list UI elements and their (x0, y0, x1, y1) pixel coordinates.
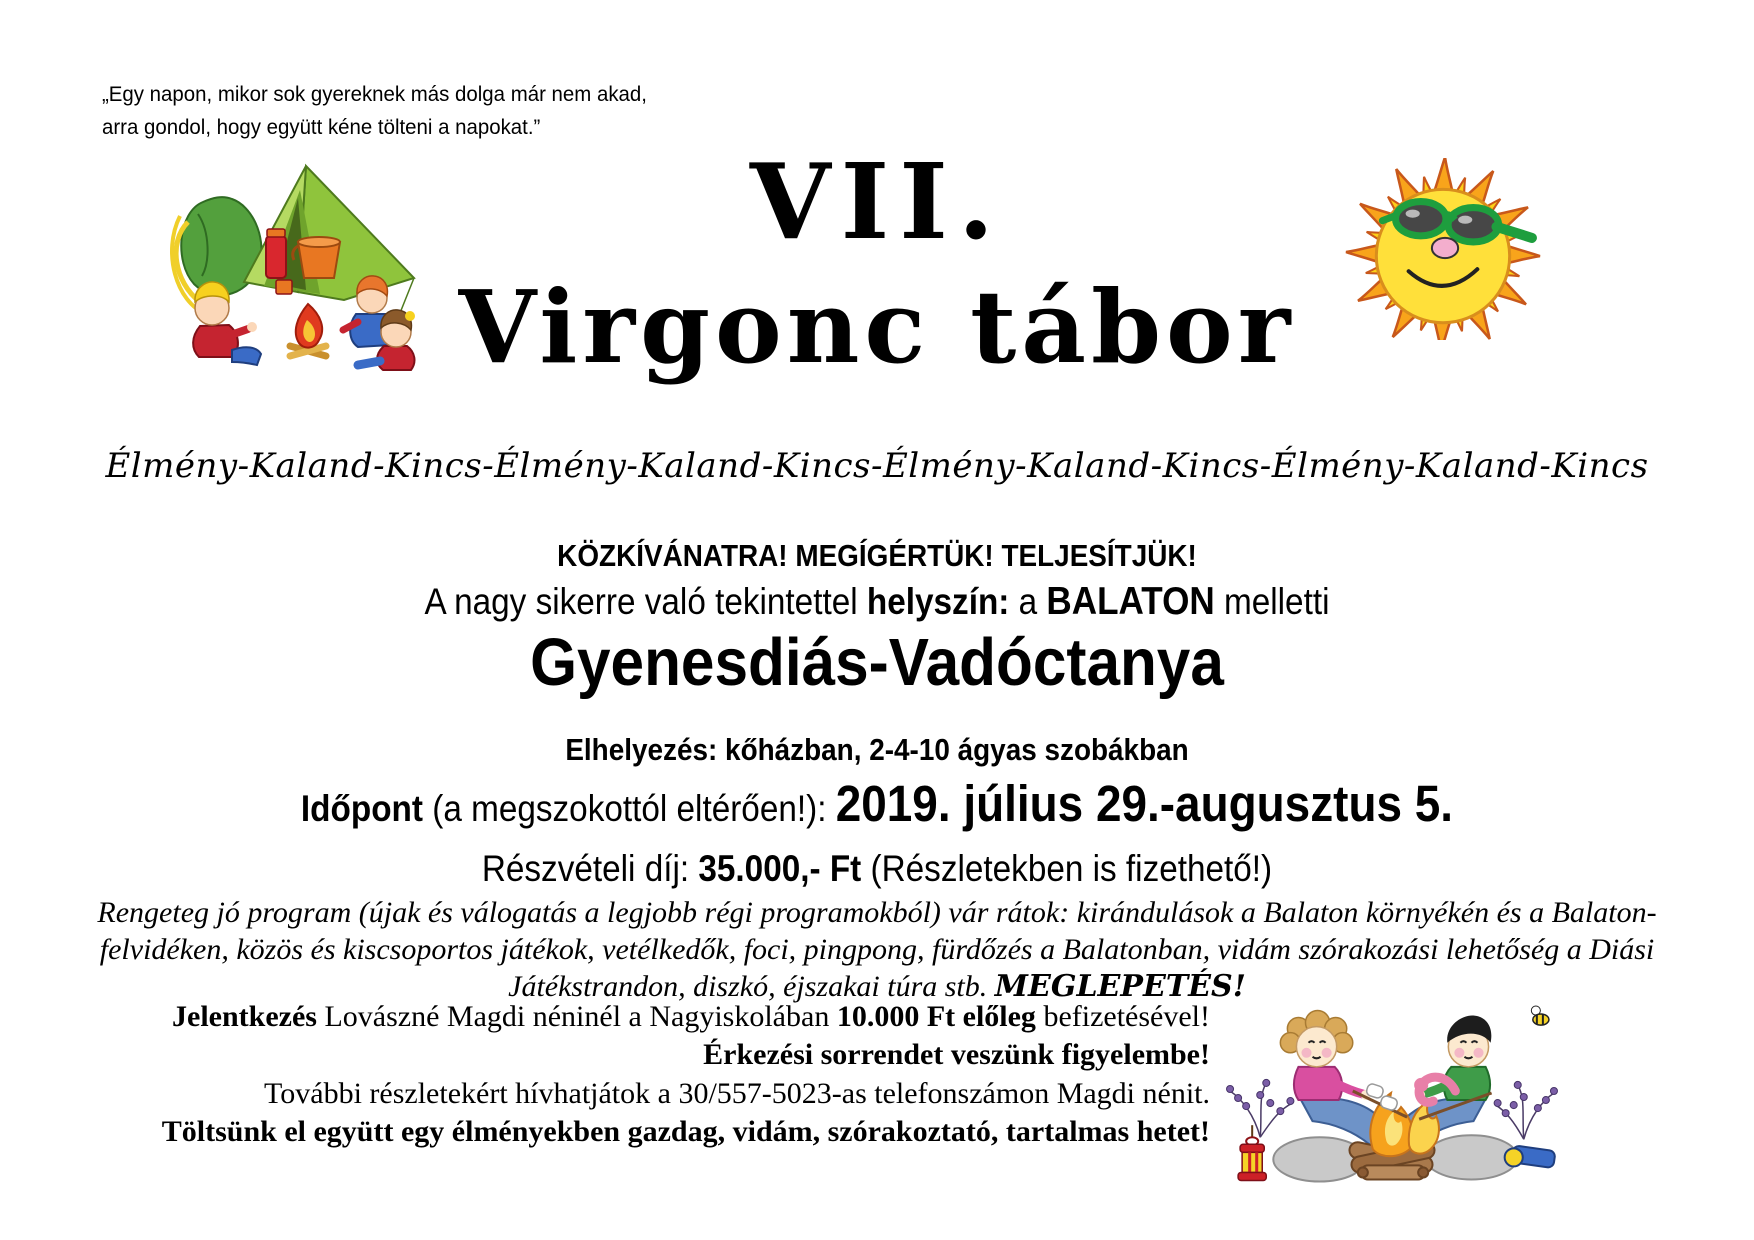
quote-line-2: arra gondol, hogy együtt kéne tölteni a napokat.” (102, 115, 541, 140)
program-line-3-text: Játékstrandon, diszkó, éjszakai túra stb. (508, 970, 995, 1004)
signup-block (120, 998, 1210, 1152)
program-line-2: felvidéken, közös és kiscsoportos játékok, vetélkedők, foci, pingpong, fürdőzés a Balatonban, vidám szórakozási lehetőség a Diási (99, 933, 1655, 967)
title-main: Virgonc tábor (458, 268, 1296, 386)
date-value: 2019. július 29.-augusztus 5. (835, 775, 1454, 832)
fee-note: (Részletekben is fizethető!) (861, 848, 1273, 889)
signup-line-2: Érkezési sorrendet veszünk figyelembe! (703, 1038, 1210, 1072)
location-pre: A nagy sikerre való tekintettel (424, 581, 867, 622)
program-highlight: MEGLEPETÉS! (994, 969, 1246, 1005)
location-line (88, 580, 1667, 624)
promise-line: KÖZKÍVÁNATRA! MEGÍGÉRTÜK! TELJESÍTJÜK! (557, 538, 1197, 573)
date-label: Időpont (300, 788, 423, 829)
fee-line (88, 848, 1667, 890)
bee-icon (1531, 1006, 1549, 1025)
signup-line-1-text-a: Lovászné Magdi néninél a Nagyiskolában (316, 1000, 837, 1033)
signup-line-4: Töltsünk el együtt egy élményekben gazdag, vidám, szórakoztató, tartalmas hetet! (161, 1115, 1210, 1149)
kids-roasting-marshmallows-clipart (1222, 998, 1562, 1190)
signup-line-1-text-b: befizetésével! (1035, 1000, 1210, 1033)
fee-amount: 35.000,- Ft (698, 848, 862, 889)
location-mid: a (1009, 581, 1047, 622)
signup-line-3: További részletekért hívhatjátok a 30/557-5023-as telefonszámon Magdi nénit. (264, 1076, 1210, 1110)
signup-line-1 (120, 998, 1210, 1036)
quote (102, 78, 647, 145)
location-label: helyszín: (866, 581, 1010, 622)
flashlight (1505, 1145, 1556, 1168)
program-paragraph (0, 894, 1754, 1006)
date-line (88, 774, 1667, 833)
title-tagline: Élmény-Kaland-Kincs-Élmény-Kaland-Kincs-Élmény-Kaland-Kincs-Élmény-Kaland-Kincs (105, 446, 1649, 486)
location-balaton: BALATON (1046, 580, 1215, 623)
deposit-amount: 10.000 Ft előleg (836, 1000, 1036, 1033)
sun-nose (1432, 238, 1458, 258)
location-post: melletti (1214, 581, 1330, 622)
title-numeral: VII. (749, 140, 1005, 263)
accommodation-line: Elhelyezés: kőházban, 2-4-10 ágyas szobákban (565, 732, 1189, 767)
quote-line-1: „Egy napon, mikor sok gyereknek más dolga már nem akad, (102, 82, 647, 106)
fee-label: Részvételi díj: (481, 848, 699, 889)
program-line-1: Rengeteg jó program (újak és válogatás a legjobb régi programokból) vár rátok: kirándulások a Balaton környékén és a Balaton- (97, 896, 1657, 929)
signup-label: Jelentkezés (172, 1000, 317, 1033)
venue-name: Gyenesdiás-Vadóctanya (530, 625, 1224, 700)
date-note: (a megszokottól eltérően!): (422, 788, 836, 829)
berries-right (1494, 1081, 1557, 1116)
